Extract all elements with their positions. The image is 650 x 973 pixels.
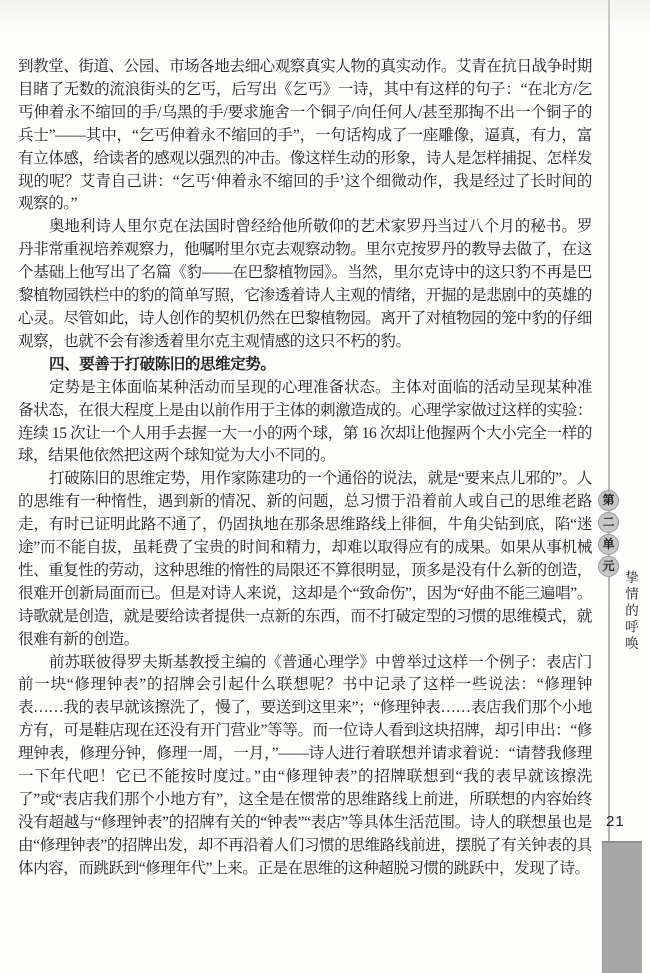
paragraph-breaking-habit: 打破陈旧的思维定势，用作家陈建功的一个通俗的说法，就是“要来点儿邪的”。人的思维有一种惰性，遇到新的情况、新的问题，总习惯于沿着前人或自己的思维老路走，有时已证明此路不通了，仍固执地在那条思维路线上徘徊，牛角尖钻到底，陷“迷途”而不能自拔，虽耗费了宝贵的时间和精力，却难以取得应有的成果。如果从事机械性、重复性的劳动，这种思维的惰性的局限还不算很明显，顶多是没有什么新的创造，很难开创新局面而已。但是对诗人来说，这却是个“致命伤”，因为“好曲不能三遍唱”。诗歌就是创造，就是要给读者提供一点新的东西，而不打破定型的习惯的思维模式，就很难有新的创造。 bbox=[18, 470, 592, 648]
unit-badge-char: 单 bbox=[598, 534, 619, 555]
unit-subtitle: 挚情的呼唤 bbox=[623, 570, 638, 653]
page-edge-marker bbox=[602, 841, 642, 973]
body-text bbox=[18, 56, 592, 881]
paragraph-rilke: 奥地利诗人里尔克在法国时曾经给他所敬仰的艺术家罗丹当过八个月的秘书。罗丹非常重视培养观察力，他嘱咐里尔克去观察动物。里尔克按罗丹的教导去做了，在这个基础上他写出了名篇《豹——在巴黎植物园》。当然，里尔克诗中的这只豹不再是巴黎植物园铁栏中的豹的简单写照，它渗透着诗人主观的情绪，开掘的是悲剧中的英雄的心灵。尽管如此，诗人创作的契机仍然在巴黎植物园。离开了对植物园的笼中豹的仔细观察，也就不会有渗透着里尔克主观情感的这只不朽的豹。 bbox=[18, 218, 592, 350]
unit-badge-char: 第 bbox=[598, 490, 619, 511]
unit-badge-char: 二 bbox=[598, 512, 619, 533]
paragraph-watch-repair-example: 前苏联彼得罗夫斯基教授主编的《普通心理学》中曾举过这样一个例子：表店门前一块“修理钟表”的招牌会引起什么联想呢？书中记录了这样一些说法：“修理钟表……我的表早就该擦洗了，慢了，要送到这里来”；“修理钟表……表店我们那个小地方有，可是鞋店现在还没有开门营业”等等。而一位诗人看到这块招牌，却引申出：“修理钟表，修理分钟，修理一周，一月，”——诗人进行着联想并请求着说：“请替我修理一下年代吧！它已不能按时度过。”由“修理钟表”的招牌联想到“我的表早就该擦洗了”或“表店我们那个小地方有”，这全是在惯常的思维路线上前进，所联想的内容始终没有超越与“修理钟表”的招牌有关的“钟表”“表店”等具体生活范围。诗人的联想虽也是由“修理钟表”的招牌出发，却不再沿着人们习惯的思维路线前进，摆脱了有关钟表的具体内容，而跳跃到“修理年代”上来。正是在思维的这种超脱习惯的跳跃中，发现了诗。 bbox=[18, 653, 592, 877]
paragraph-continuation: 到教堂、街道、公园、市场各地去细心观察真实人物的真实动作。艾青在抗日战争时期目睹了无数的流浪街头的乞丐，后写出《乞丐》一诗，其中有这样的句子：“在北方/乞丐伸着永不缩回的手/乌黑的手/要求施舍一个铜子/向任何人/甚至那掏不出一个铜子的兵士”——其中，“乞丐伸着永不缩回的手”，一句话构成了一座雕像，逼真，有力，富有立体感，给读者的感观以强烈的冲击。像这样生动的形象，诗人是怎样捕捉、怎样发现的呢？艾青自己讲：“乞丐‘伸着永不缩回的手’这个细微动作，我是经过了长时间的观察的。” bbox=[18, 58, 592, 213]
section-heading: 四、要善于打破陈旧的思维定势。 bbox=[49, 355, 276, 373]
unit-badge bbox=[598, 490, 619, 577]
paragraph-mental-set: 定势是主体面临某种活动而呈现的心理准备状态。主体对面临的活动呈现某种准备状态，在很大程度上是由以前作用于主体的刺激造成的。心理学家做过这样的实验：连续 15 次让一个人用手去握一大一小的两个球，第 16 次却让他握两个大小完全一样的球，结果他依然把这两个球知觉为大小不同的。 bbox=[18, 378, 592, 465]
page-number: 21 bbox=[606, 813, 625, 830]
unit-badge-char: 元 bbox=[598, 556, 619, 577]
